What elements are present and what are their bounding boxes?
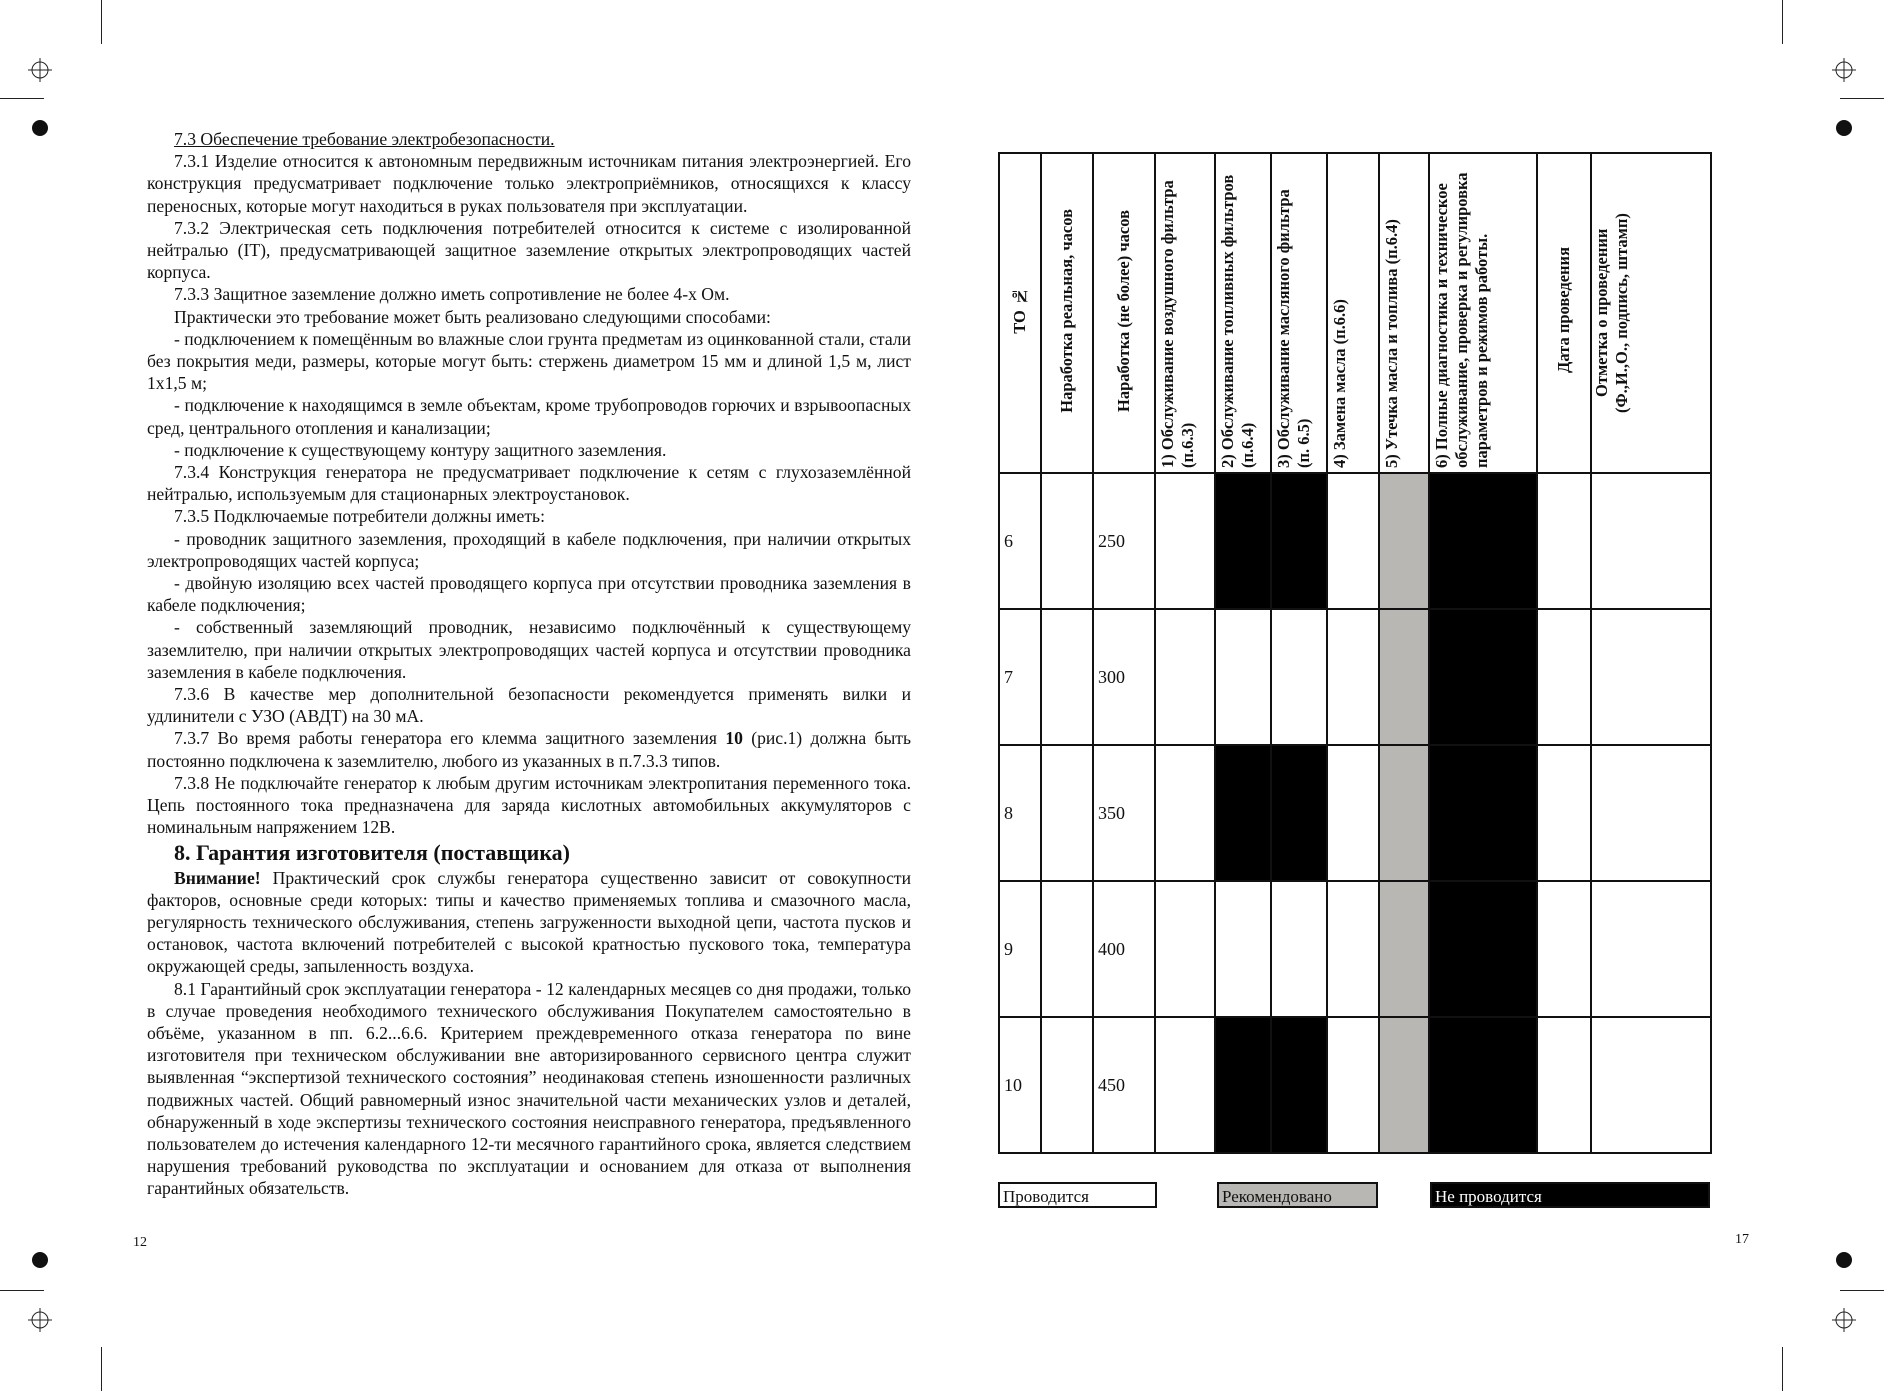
cell-to-number: 6 [999, 473, 1041, 609]
terminal-number: 10 [725, 728, 743, 749]
cell-real-hours[interactable] [1041, 473, 1093, 609]
cell-op-3-white [1271, 609, 1327, 745]
header-date: Дата проведения [1537, 153, 1591, 473]
paragraph-attention [147, 867, 911, 978]
cell-max-hours: 400 [1093, 881, 1155, 1017]
cell-op-6-black [1429, 609, 1537, 745]
registration-dot-icon [1836, 1252, 1852, 1268]
cell-op-6-black [1429, 473, 1537, 609]
cell-mark[interactable] [1591, 1017, 1711, 1153]
header-mark: Отметка о проведении (Ф.,И.,О., подпись, штамп) [1591, 153, 1711, 473]
registration-dot-icon [1836, 120, 1852, 136]
header-to-number: ТО № [999, 153, 1041, 473]
cell-op-4-white [1327, 609, 1379, 745]
cell-op-2-black [1215, 1017, 1271, 1153]
section-heading-7-3: 7.3 Обеспечение требование электробезопасности. [174, 129, 555, 149]
cell-max-hours: 350 [1093, 745, 1155, 881]
cell-op-4-white [1327, 745, 1379, 881]
cell-date[interactable] [1537, 881, 1591, 1017]
paragraph-7-3-5: 7.3.5 Подключаемые потребители должны иметь: [174, 506, 545, 527]
registration-mark-icon [28, 1308, 52, 1332]
crop-mark-top-left [101, 0, 102, 44]
table-row [999, 745, 1711, 881]
cell-mark[interactable] [1591, 881, 1711, 1017]
cell-op-6-black [1429, 745, 1537, 881]
paragraph-7-3-4: 7.3.4 Конструкция генератора не предусматривает подключение к сетям с глухозаземлённой нейтралью, используемым для стационарных электроустановок. [147, 462, 911, 505]
header-op-6: 6) Полные диагностика и техническое обслуживание, проверка и регулировка параметров и режимов работы. [1429, 153, 1537, 473]
paragraph-7-3-8: 7.3.8 Не подключайте генератор к любым другим источникам электропитания переменного тока. Цепь постоянного тока предназначена для заряда кислотных автомобильных аккумуляторов с номинальным напряжением 12В. [147, 772, 911, 838]
cell-real-hours[interactable] [1041, 609, 1093, 745]
paragraph-7-3-7 [147, 727, 911, 771]
paragraph-7-3-3-item-1: - подключением к помещённым во влажные слои грунта предметам из оцинкованной стали, стали без покрытия меди, размеры, которые могут быть: стержень диаметром 15 мм и длиной 1,5 м, лист 1х1,5 м; [147, 328, 911, 394]
cell-to-number: 10 [999, 1017, 1041, 1153]
cell-op-6-black [1429, 1017, 1537, 1153]
cell-date[interactable] [1537, 609, 1591, 745]
header-op-4: 4) Замена масла (п.6.6) [1327, 153, 1379, 473]
cell-op-5-gray [1379, 881, 1429, 1017]
header-real-hours: Наработка реальная, часов [1041, 153, 1093, 473]
table-header-row [999, 153, 1711, 473]
legend-recommended: Рекомендовано [1217, 1182, 1378, 1208]
paragraph-7-3-6: 7.3.6 В качестве мер дополнительной безопасности рекомендуется применять вилки и удлинители с УЗО (АВДТ) на 30 мА. [147, 684, 911, 727]
cell-op-5-gray [1379, 745, 1429, 881]
cell-mark[interactable] [1591, 745, 1711, 881]
cell-mark[interactable] [1591, 473, 1711, 609]
cell-op-3-white [1271, 881, 1327, 1017]
cell-mark[interactable] [1591, 609, 1711, 745]
cell-op-3-black [1271, 1017, 1327, 1153]
paragraph-7-3-5-item-1: - проводник защитного заземления, проходящий в кабеле подключения, при наличии открытых электропроводящих частей корпуса; [147, 528, 911, 571]
table-row [999, 609, 1711, 745]
cell-date[interactable] [1537, 745, 1591, 881]
cell-max-hours: 300 [1093, 609, 1155, 745]
registration-dot-icon [32, 120, 48, 136]
cell-date[interactable] [1537, 473, 1591, 609]
cell-op-5-gray [1379, 473, 1429, 609]
cell-op-6-black [1429, 881, 1537, 1017]
left-page-text [147, 128, 911, 1200]
header-op-3: 3) Обслуживание масляного фильтра (п. 6.5) [1271, 153, 1327, 473]
cell-op-2-black [1215, 745, 1271, 881]
crop-mark-bottom-right [1782, 1347, 1783, 1391]
crop-mark-left-top [0, 98, 44, 99]
cell-op-4-white [1327, 473, 1379, 609]
cell-real-hours[interactable] [1041, 1017, 1093, 1153]
cell-max-hours: 450 [1093, 1017, 1155, 1153]
paragraph-7-3-3-item-2: - подключение к находящимся в земле объектам, кроме трубопроводов горючих и взрывоопасных сред, центрального отопления и канализации; [147, 395, 911, 438]
paragraph-7-3-7-end: (рис.1) должна быть постоянно подключена к заземлителю, любого из указанных в п.7.3.3 типов. [147, 728, 911, 771]
cell-to-number: 8 [999, 745, 1041, 881]
legend-performed: Проводится [998, 1182, 1157, 1208]
crop-mark-right-top [1840, 98, 1884, 99]
crop-mark-left-bottom [0, 1290, 44, 1291]
paragraph-7-3-3-item-3: - подключение к существующему контуру защитного заземления. [174, 439, 667, 460]
registration-mark-icon [1832, 58, 1856, 82]
paragraph-7-3-5-item-3: - собственный заземляющий проводник, независимо подключённый к существующему заземлителю, при наличии открытых электропроводящих частей корпуса и отсутствии проводника заземления в кабеле подключения. [147, 617, 911, 682]
header-op-2: 2) Обслуживание топливных фильтров (п.6.4) [1215, 153, 1271, 473]
cell-op-1-white [1155, 1017, 1215, 1153]
cell-op-1-white [1155, 881, 1215, 1017]
header-op-1: 1) Обслуживание воздушного фильтра (п.6.3) [1155, 153, 1215, 473]
header-max-hours: Наработка (не более) часов [1093, 153, 1155, 473]
registration-mark-icon [28, 58, 52, 82]
paragraph-7-3-5-item-2: - двойную изоляцию всех частей проводящего корпуса при отсутствии проводника заземления в кабеле подключения; [147, 573, 911, 616]
cell-op-2-white [1215, 881, 1271, 1017]
cell-date[interactable] [1537, 1017, 1591, 1153]
table-row [999, 881, 1711, 1017]
cell-op-1-white [1155, 745, 1215, 881]
cell-max-hours: 250 [1093, 473, 1155, 609]
header-op-5: 5) Утечка масла и топлива (п.6.4) [1379, 153, 1429, 473]
cell-to-number: 7 [999, 609, 1041, 745]
paragraph-7-3-3-methods: Практически это требование может быть реализовано следующими способами: [174, 306, 771, 327]
registration-dot-icon [32, 1252, 48, 1268]
crop-mark-bottom-left [101, 1347, 102, 1391]
crop-mark-right-bottom [1840, 1290, 1884, 1291]
cell-op-1-white [1155, 473, 1215, 609]
crop-mark-top-right [1782, 0, 1783, 44]
section-heading-8: 8. Гарантия изготовителя (поставщика) [174, 839, 571, 865]
page-number-left: 12 [133, 1235, 147, 1250]
table-row [999, 473, 1711, 609]
paragraph-7-3-2: 7.3.2 Электрическая сеть подключения потребителей относится к системе с изолированной нейтралью (IT), предусматривающей защитное заземление открытых электропроводящих частей корпуса. [147, 217, 911, 283]
cell-op-2-white [1215, 609, 1271, 745]
paragraph-7-3-1: 7.3.1 Изделие относится к автономным передвижным источникам питания электроэнергией. Его конструкция предусматривает подключение только электроприёмников, относящихся к классу переносных, которые могут находиться в руках пользователя при эксплуатации. [147, 151, 911, 216]
cell-op-4-white [1327, 881, 1379, 1017]
maintenance-schedule-table [998, 152, 1712, 1154]
cell-op-1-white [1155, 609, 1215, 745]
cell-op-3-black [1271, 745, 1327, 881]
cell-op-5-gray [1379, 1017, 1429, 1153]
table-row [999, 1017, 1711, 1153]
paragraph-7-3-3: 7.3.3 Защитное заземление должно иметь сопротивление не более 4-х Ом. [174, 284, 730, 305]
cell-to-number: 9 [999, 881, 1041, 1017]
cell-op-4-white [1327, 1017, 1379, 1153]
cell-real-hours[interactable] [1041, 881, 1093, 1017]
legend-not-performed: Не проводится [1430, 1182, 1710, 1208]
paragraph-8-1: 8.1 Гарантийный срок эксплуатации генератора - 12 календарных месяцев со дня продажи, только в случае проведения необходимого технического обслуживания Покупателем самостоятельно в объёме, указанном в пп. 6.2...6.6. Критерием преждевременного отказа генератора по вине изготовителя при техническом обслуживании вне авторизированного сервисного центра служит выявленная “экспертизой технического состояния” неодинаковая степень изношенности различных подвижных частей. Общий равномерный износ значительной части механических узлов и деталей, обнаруженный в ходе экспертизы технического состояния неисправного генератора, предъявленного пользователем до истечения календарного 12-ти месячного гарантийного срока, является следствием нарушения требований руководства по эксплуатации и основанием для отказа от выполнения гарантийных обязательств. [147, 978, 911, 1199]
cell-op-5-gray [1379, 609, 1429, 745]
cell-op-2-black [1215, 473, 1271, 609]
attention-label: Внимание! [174, 867, 261, 888]
table-body [999, 473, 1711, 1153]
cell-op-3-black [1271, 473, 1327, 609]
page-number-right: 17 [1735, 1232, 1749, 1247]
registration-mark-icon [1832, 1308, 1856, 1332]
paragraph-7-3-7-start: 7.3.7 Во время работы генератора его клемма защитного заземления [174, 728, 726, 749]
cell-real-hours[interactable] [1041, 745, 1093, 881]
attention-text: Практический срок службы генератора существенно зависит от совокупности факторов, основные среди которых: типы и качество применяемых топлива и смазочного масла, регулярность технического обслуживания, степень загруженности выходной цепи, частота пусков и остановок, частота включений потребителей с высокой кратностью пускового тока, температура окружающей среды, запыленность воздуха. [147, 867, 911, 977]
